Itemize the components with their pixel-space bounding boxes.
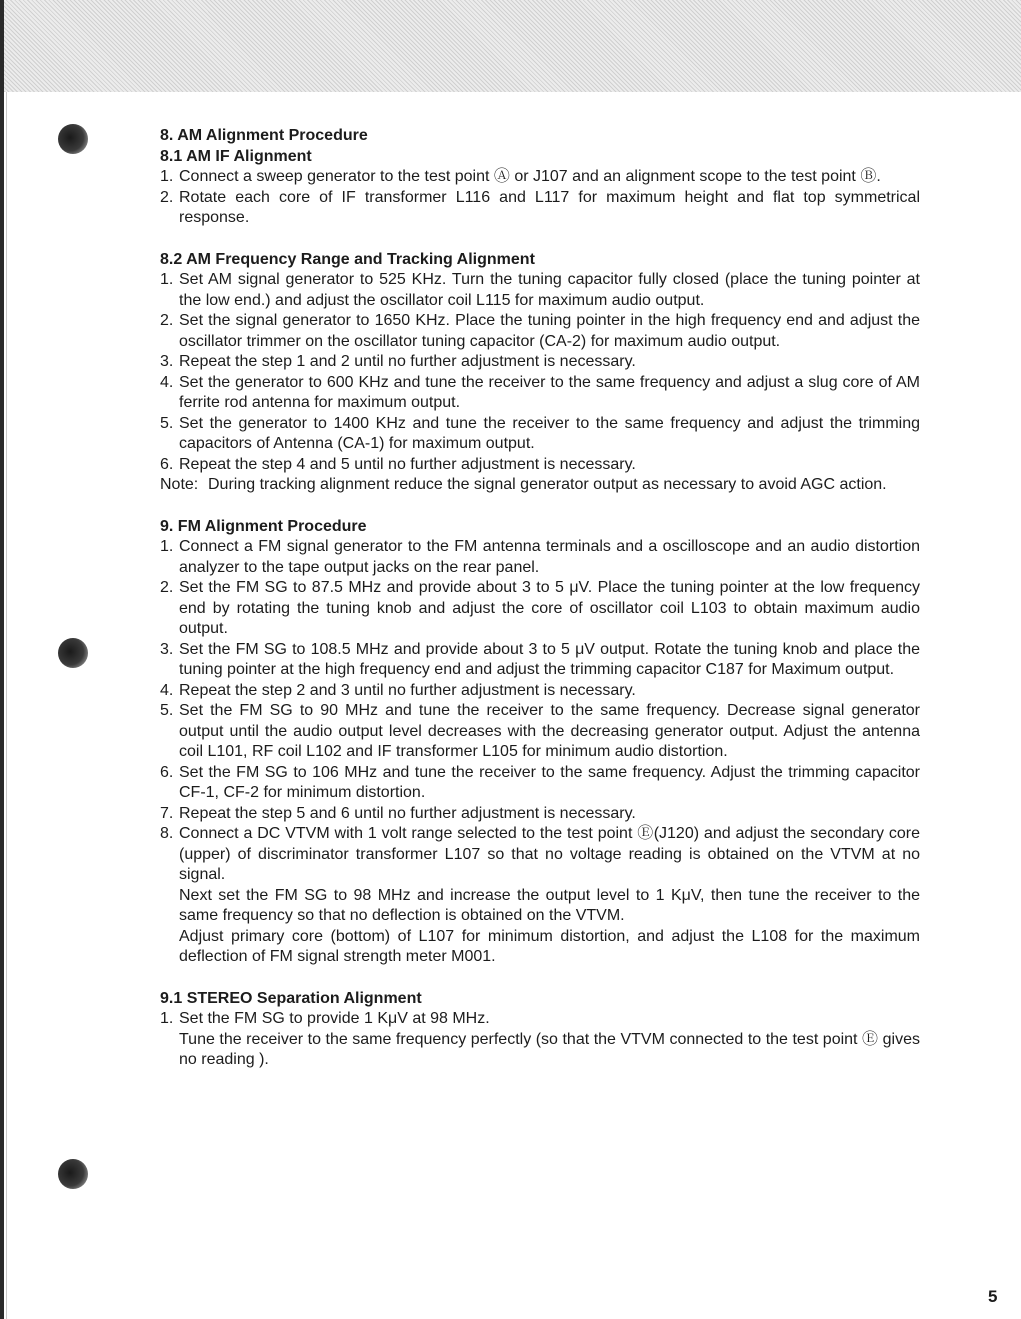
list-item [160,1009,920,1030]
list-item [160,804,920,825]
subsection-heading: 8.2 AM Frequency Range and Tracking Alignment [160,250,535,268]
list-item [160,701,920,763]
item-text: Repeat the step 4 and 5 until no further adjustment is necessary. [179,455,636,473]
item-number: 1. [160,168,174,185]
item-text: Set the FM SG to provide 1 KμV at 98 MHz. [179,1010,490,1027]
item-text: Repeat the step 5 and 6 until no further adjustment is necessary. [179,804,636,822]
list-item [160,578,920,640]
item-number: 5. [160,702,174,719]
item-number: 1. [160,271,174,288]
list-item [160,188,920,229]
list-item [160,640,920,681]
subsection-heading: 9.1 STEREO Separation Alignment [160,989,422,1007]
list-item [160,455,920,476]
item-text: Set the signal generator to 1650 KHz. Place the tuning pointer in the high frequency end and adjust the oscillator trimmer on the oscillator tuning capacitor (CA-2) for maximum audio output. [179,312,920,350]
subsection-heading: 8.1 AM IF Alignment [160,147,312,165]
item-text: Set the FM SG to 108.5 MHz and provide about 3 to 5 μV output. Rotate the tuning knob and place the tuning pointer at the high frequency end and adjust the trimming capacitor C187 for Maximum output. [179,640,920,678]
item-text: Repeat the step 2 and 3 until no further adjustment is necessary. [179,681,636,699]
list-item [160,763,920,804]
item-text: Set AM signal generator to 525 KHz. Turn the tuning capacitor fully closed (place the tuning pointer at the low end.) and adjust the oscillator coil L115 for maximum audio output. [179,271,920,309]
section-am-alignment [160,126,920,229]
paragraph: Adjust primary core (bottom) of L107 for minimum distortion, and adjust the L108 for the maximum deflection of FM signal strength meter M001. [179,927,920,965]
section-heading: 8. AM Alignment Procedure [160,127,368,144]
list-item [160,681,920,702]
scan-top-band [0,0,1021,92]
item-number: 4. [160,681,174,699]
document-body [160,126,920,1092]
item-text: Connect a DC VTVM with 1 volt range selected to the test point Ⓔ(J120) and adjust the secondary core (upper) of discriminator transformer L107 so that no voltage reading is obtained on the VTVM at no signal. [179,825,920,883]
list-item [160,352,920,373]
item-text: Set the generator to 1400 KHz and tune the receiver to the same frequency and adjust the trimming capacitors of Antenna (CA-1) for maximum output. [179,414,920,452]
paragraph: Tune the receiver to the same frequency perfectly (so that the VTVM connected to the test point Ⓔ gives no reading ). [179,1030,920,1068]
binder-hole-1 [58,124,88,154]
item-number: 5. [160,414,174,432]
note [160,475,920,496]
list-item [160,167,920,188]
note-text: During tracking alignment reduce the signal generator output as necessary to avoid AGC action. [208,476,887,493]
item-text: Set the FM SG to 87.5 MHz and provide about 3 to 5 μV. Place the tuning pointer at the low frequency end by rotating the tuning knob and adjust the core of oscillator coil L103 to obtain maximum audio output. [179,579,920,637]
item-text: Set the FM SG to 106 MHz and tune the receiver to the same frequency. Adjust the trimming capacitor CF-1, CF-2 for minimum distortion. [179,763,920,801]
paragraph: Next set the FM SG to 98 MHz and increase the output level to 1 KμV, then tune the receiver to the same frequency so that no deflection is obtained on the VTVM. [179,886,920,924]
section-heading: 9. FM Alignment Procedure [160,517,367,535]
page-left-edge [0,0,4,1319]
page-left-edge-line [6,92,7,1319]
section-stereo-separation [160,989,920,1071]
list-item [160,270,920,311]
item-number: 6. [160,455,174,473]
item-number: 3. [160,640,174,658]
list-item [160,537,920,578]
binder-hole-2 [58,638,88,668]
item-number: 2. [160,579,174,596]
item-number: 6. [160,763,174,781]
item-number: 2. [160,312,174,329]
item-number: 1. [160,538,174,555]
note-label: Note: [160,476,199,493]
section-am-tracking [160,250,920,496]
item-text: Repeat the step 1 and 2 until no further adjustment is necessary. [179,353,636,370]
item-text: Connect a FM signal generator to the FM antenna terminals and a oscilloscope and an audio distortion analyzer to the tape output jacks on the rear panel. [179,538,920,576]
item-number: 2. [160,188,174,206]
binder-hole-3 [58,1159,88,1189]
item-number: 7. [160,804,174,822]
item-number: 3. [160,353,174,370]
item-number: 8. [160,825,174,842]
item-text: Connect a sweep generator to the test point Ⓐ or J107 and an alignment scope to the test point Ⓑ. [179,168,881,185]
list-item [160,373,920,414]
item-text: Set the FM SG to 90 MHz and tune the receiver to the same frequency. Decrease signal generator output until the audio output level decreases with the decreasing generator output. Adjust the antenna coil L101, RF coil L102 and IF transformer L105 for minimum audio distortion. [179,702,920,760]
item-number: 1. [160,1010,174,1027]
list-item [160,311,920,352]
item-number: 4. [160,373,174,391]
page-number: 5 [988,1287,998,1306]
item-text: Rotate each core of IF transformer L116 and L117 for maximum height and flat top symmetrical response. [179,188,920,226]
section-fm-alignment [160,517,920,968]
list-item [160,414,920,455]
item-text: Set the generator to 600 KHz and tune the receiver to the same frequency and adjust a slug core of AM ferrite rod antenna for maximum output. [179,373,920,411]
list-item [160,824,920,886]
